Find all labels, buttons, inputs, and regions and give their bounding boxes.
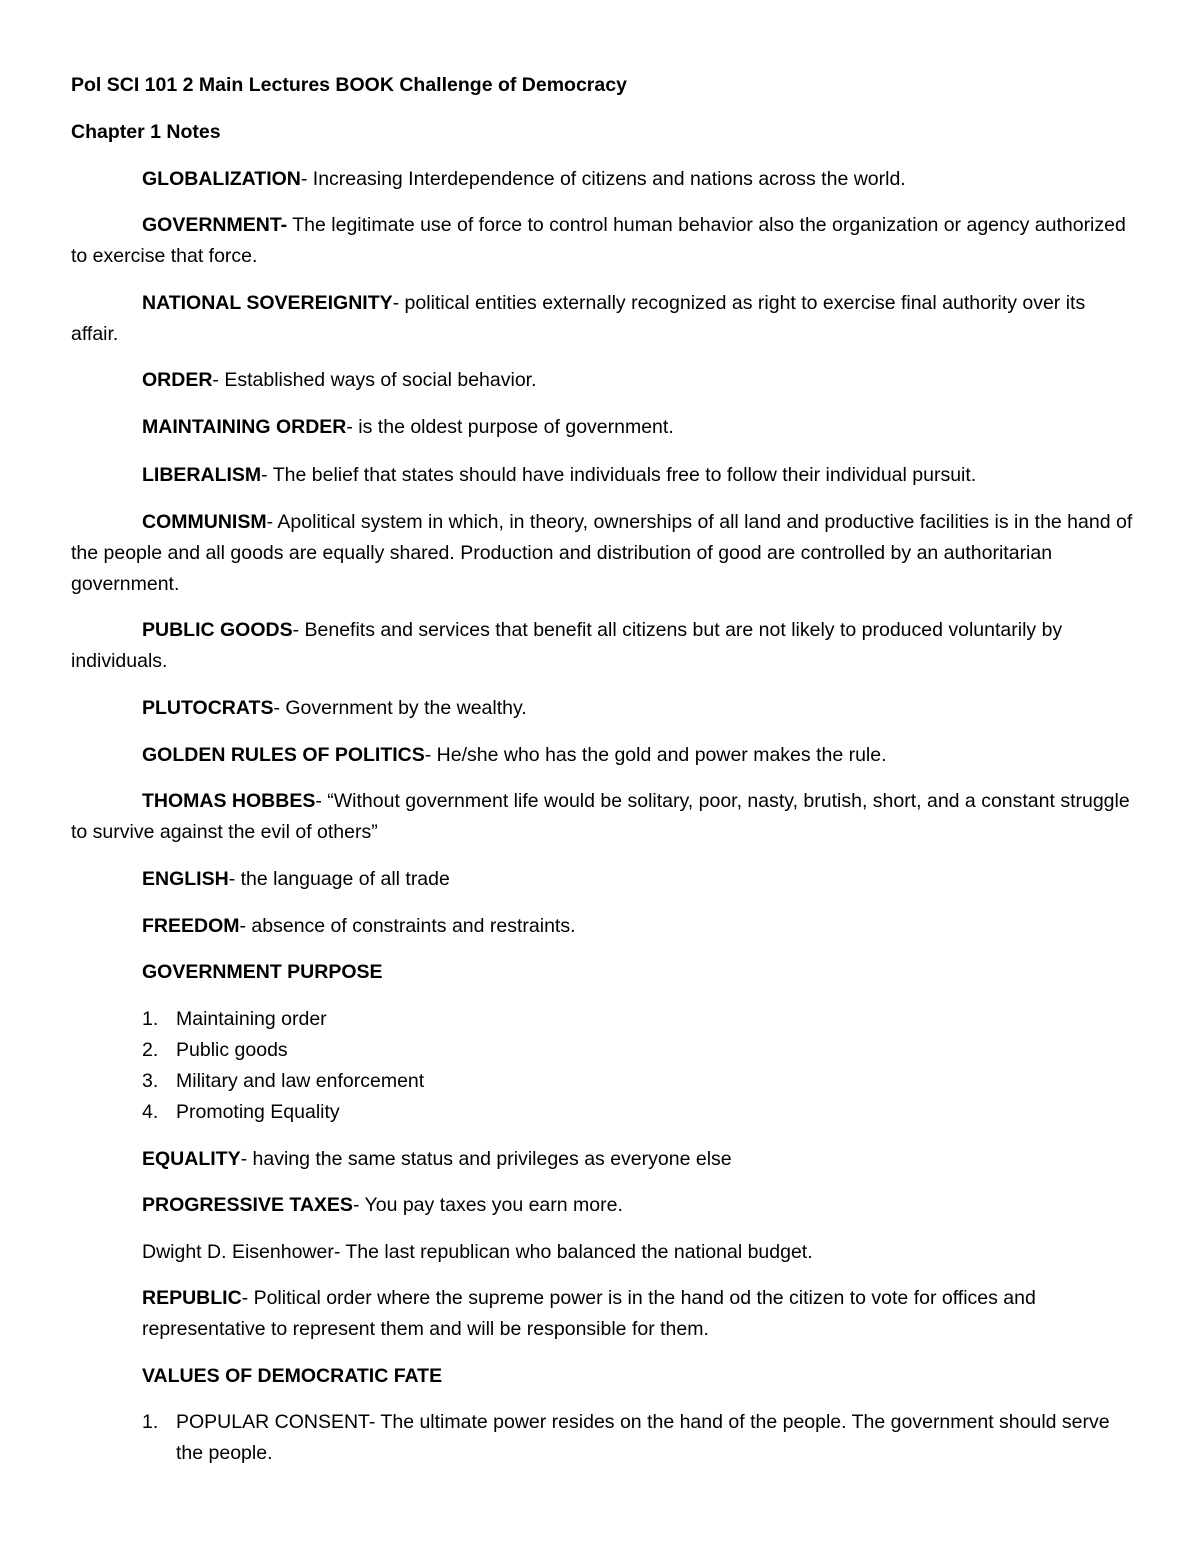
list-item: [142, 1035, 1132, 1066]
entry-progressive-taxes: [71, 1190, 1133, 1221]
entry-text: - political entities externally recognized as right to exercise final authority over its affair.: [71, 292, 1086, 345]
list-text: Promoting Equality: [176, 1101, 340, 1123]
list-number: 2.: [142, 1039, 159, 1061]
entry-text: - is the oldest purpose of government.: [346, 416, 674, 438]
list-text: Military and law enforcement: [176, 1070, 425, 1092]
list-number: 1.: [142, 1411, 159, 1433]
entry-equality: [71, 1144, 1133, 1175]
entry-english: [71, 864, 1133, 895]
entry-order: [71, 365, 1133, 396]
entry-liberalism: [71, 460, 1133, 491]
list-text: Public goods: [176, 1039, 288, 1061]
list-text: POPULAR CONSENT- The ultimate power resides on the hand of the people. The government should serve the people.: [176, 1411, 1110, 1464]
entry-text: - absence of constraints and restraints.: [239, 915, 576, 937]
entry-term: MAINTAINING ORDER: [142, 416, 347, 438]
entry-term: FREEDOM: [142, 915, 240, 937]
values-list: [142, 1407, 1132, 1469]
entry-term: COMMUNISM: [142, 511, 267, 533]
list-number: 3.: [142, 1070, 159, 1092]
entry-communism: [71, 507, 1133, 600]
entry-eisenhower: [71, 1237, 1133, 1268]
entry-thomas-hobbes: [71, 786, 1133, 848]
entry-text: - Political order where the supreme power is in the hand od the citizen to vote for offices and representative to represent them and will be responsible for them.: [142, 1287, 1036, 1340]
entry-text: The legitimate use of force to control human behavior also the organization or agency authorized to exercise that force.: [71, 214, 1126, 267]
entry-text: - the language of all trade: [228, 868, 450, 890]
entry-term: NATIONAL SOVEREIGNITY: [142, 292, 393, 314]
entry-term: EQUALITY: [142, 1148, 241, 1170]
entry-maintaining-order: [71, 412, 1133, 443]
chapter-heading: Chapter 1 Notes: [71, 121, 221, 143]
entry-term: ENGLISH: [142, 868, 229, 890]
entry-public-goods: [71, 615, 1133, 677]
section-heading: VALUES OF DEMOCRATIC FATE: [142, 1365, 443, 1387]
entry-term: PUBLIC GOODS: [142, 619, 293, 641]
entry-term: GLOBALIZATION: [142, 168, 301, 190]
document-title: Pol SCI 101 2 Main Lectures BOOK Challenge of Democracy: [71, 74, 627, 96]
list-number: 1.: [142, 1008, 159, 1030]
entry-text: - You pay taxes you earn more.: [352, 1194, 623, 1216]
entry-republic: [142, 1283, 1132, 1345]
list-text: Maintaining order: [176, 1008, 327, 1030]
entry-term: ORDER: [142, 369, 213, 391]
entry-plutocrats: [71, 693, 1133, 724]
list-item: [142, 1004, 1132, 1035]
entry-term: REPUBLIC: [142, 1287, 242, 1309]
entry-globalization: [71, 164, 1133, 195]
entry-text: - “Without government life would be solitary, poor, nasty, brutish, short, and a constant struggle to survive against the evil of others”: [71, 790, 1130, 843]
entry-text: - Benefits and services that benefit all citizens but are not likely to produced voluntarily by individuals.: [71, 619, 1063, 672]
entry-term: GOVERNMENT-: [142, 214, 288, 236]
values-heading: [71, 1361, 1133, 1392]
entry-text: - Apolitical system in which, in theory, ownerships of all land and productive facilities is in the hand of the people and all goods are equally shared. Production and distribution of good are controlled by an authoritarian government.: [71, 511, 1133, 595]
entry-text: - The belief that states should have individuals free to follow their individual pursuit.: [261, 464, 977, 486]
list-item: [142, 1097, 1132, 1128]
entry-text: - Increasing Interdependence of citizens and nations across the world.: [300, 168, 906, 190]
entry-golden-rules: [71, 740, 1133, 771]
entry-term: GOLDEN RULES OF POLITICS: [142, 744, 425, 766]
entry-national-sovereignty: [71, 288, 1133, 350]
government-purpose-list: [142, 1004, 1132, 1128]
entry-text: - having the same status and privileges as everyone else: [240, 1148, 732, 1170]
entry-term: PROGRESSIVE TAXES: [142, 1194, 353, 1216]
entry-term: LIBERALISM: [142, 464, 262, 486]
entry-text: - He/she who has the gold and power makes the rule.: [424, 744, 887, 766]
list-number: 4.: [142, 1101, 159, 1123]
entry-government: [71, 210, 1133, 272]
entry-text: - Established ways of social behavior.: [212, 369, 537, 391]
entry-text: - Government by the wealthy.: [273, 697, 527, 719]
entry-term: THOMAS HOBBES: [142, 790, 316, 812]
entry-freedom: [71, 911, 1133, 942]
entry-text: Dwight D. Eisenhower- The last republican who balanced the national budget.: [142, 1241, 813, 1263]
government-purpose-heading: [71, 957, 1133, 988]
list-item: [142, 1066, 1132, 1097]
section-heading: GOVERNMENT PURPOSE: [142, 961, 383, 983]
list-item: [142, 1407, 1132, 1469]
entry-term: PLUTOCRATS: [142, 697, 274, 719]
